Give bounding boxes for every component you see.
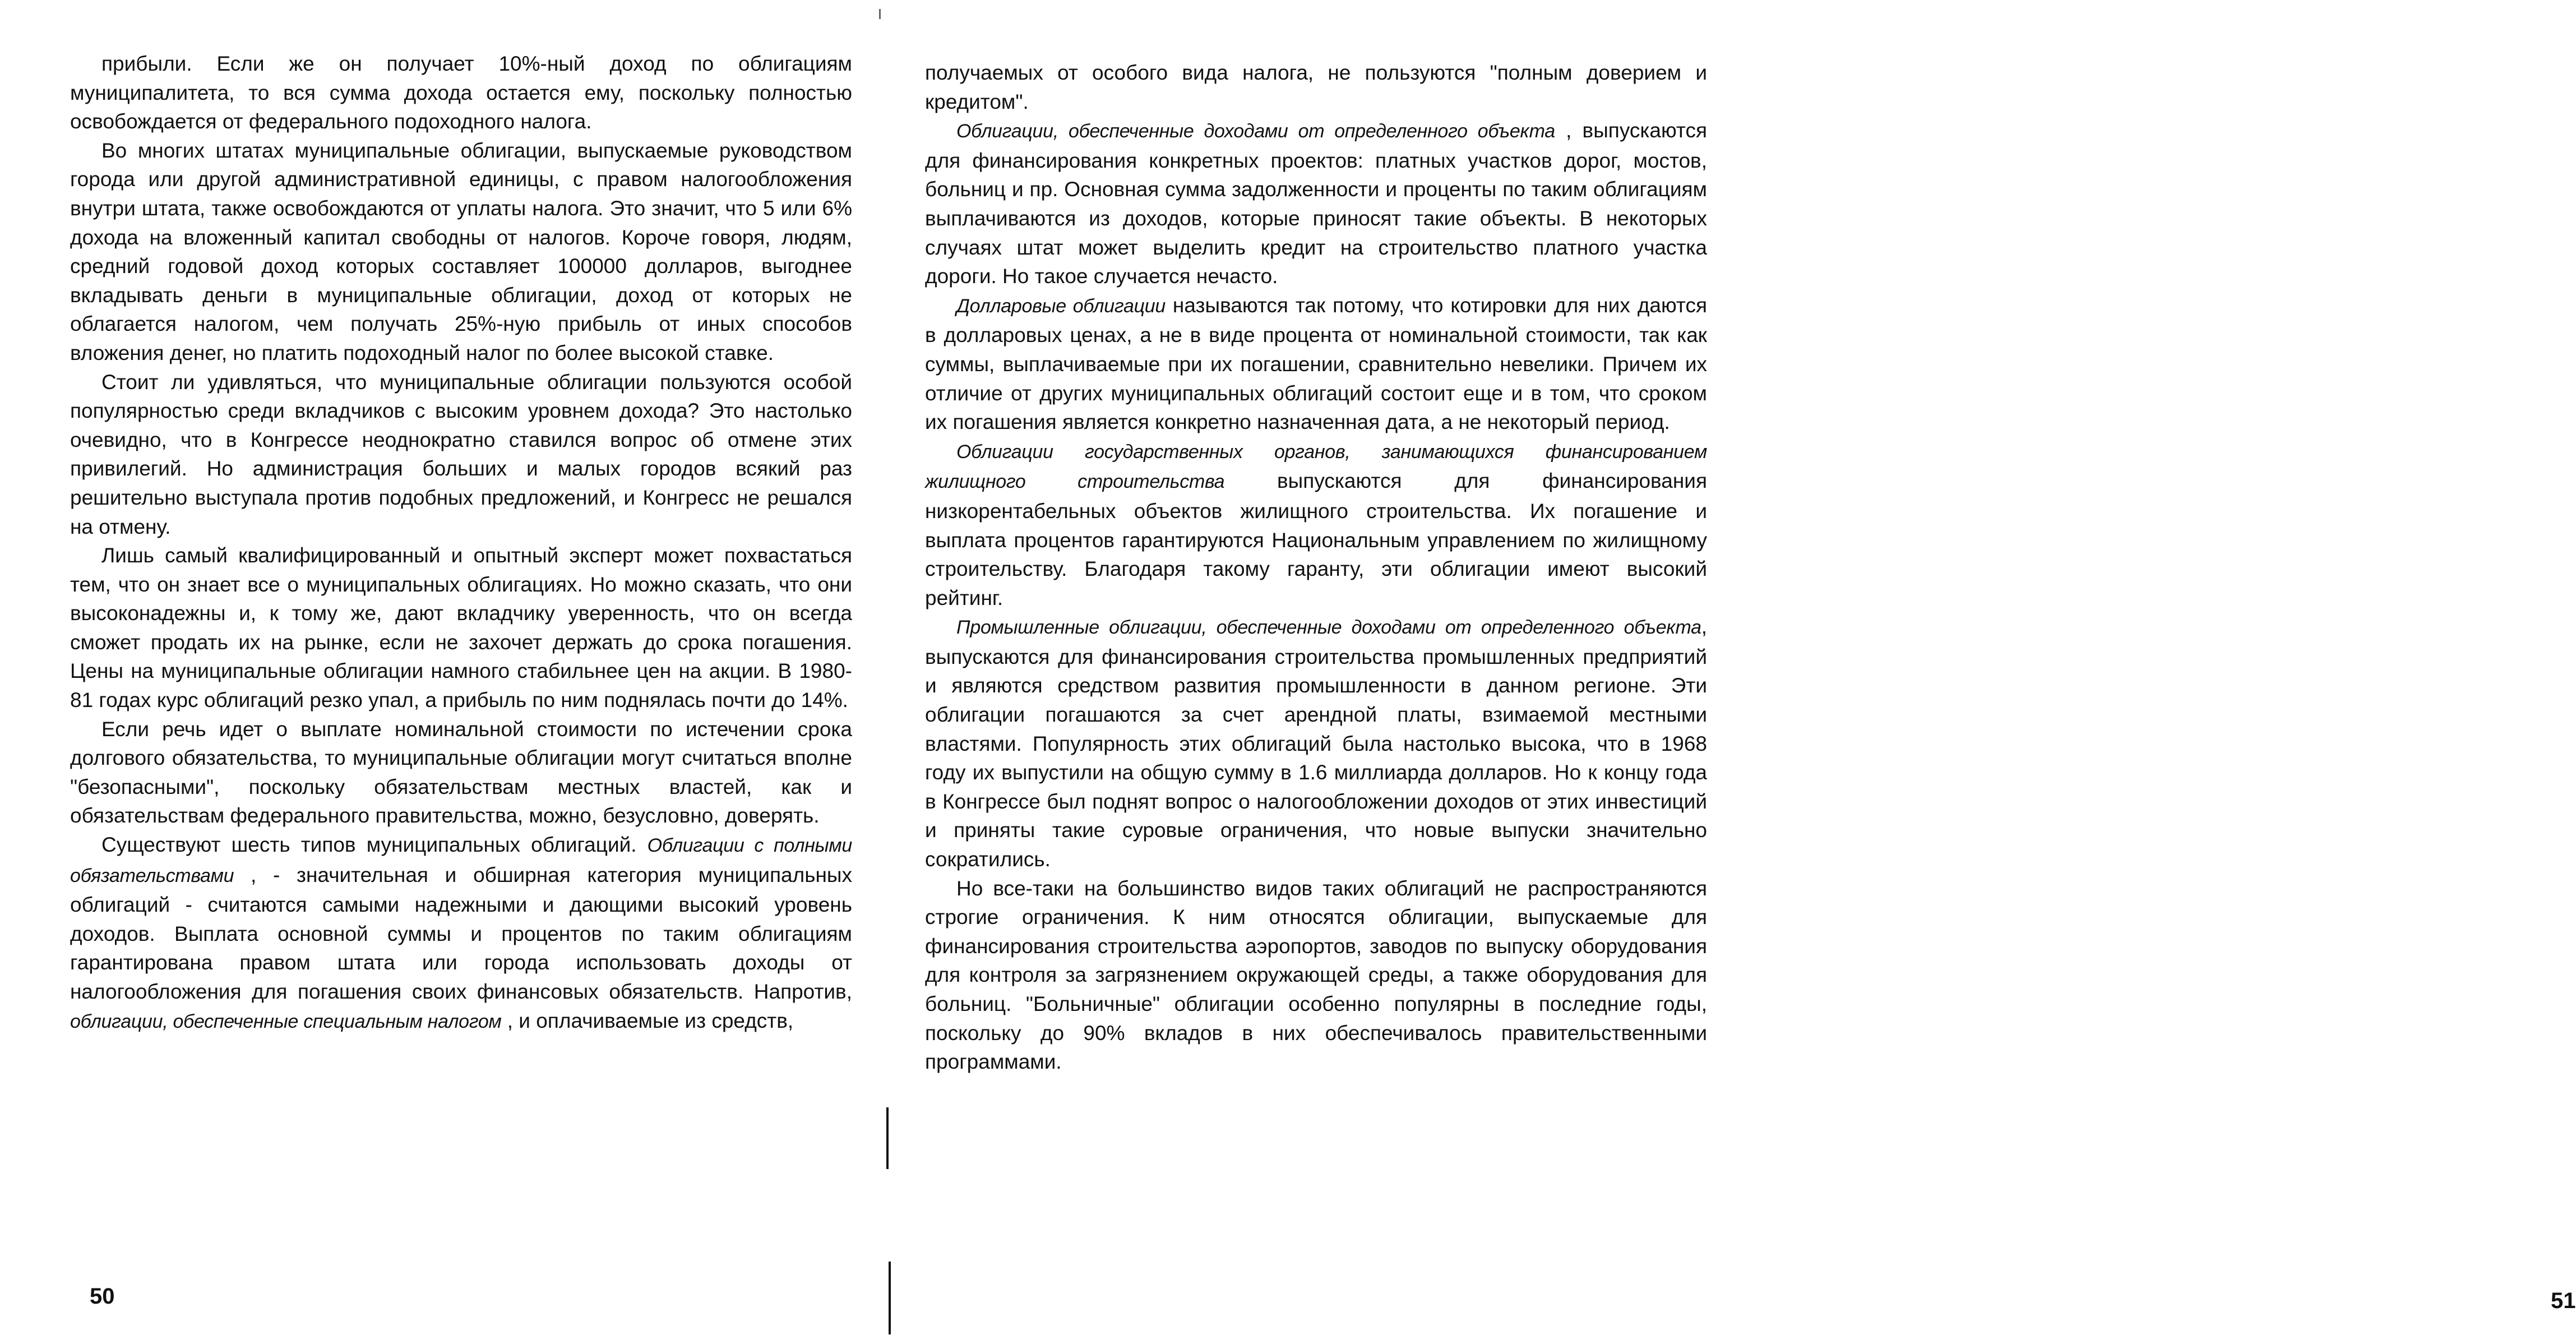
paragraph-text: , выпускаются для финансирования строительства промышленных предприятий и являются средством развития промышленности в данном регионе. Эти облигации погашаются за счет арендной платы, взимаемой местными властями. Популярность этих облигаций была настолько высока, что в 1968 году их выпустили на общую сумму в 1.6 миллиарда долларов. Но к концу года в Конгрессе был поднят вопрос о налогообложении доходов от этих инвестиций и приняты такие суровые ограничения, что новые выпуски значительно сократились.	[925, 615, 1707, 871]
italic-term: Облигации с полными обязательствами	[70, 835, 852, 886]
paragraph-text: Существуют шесть типов муниципальных облигаций.	[101, 833, 648, 857]
right-page	[883, 0, 2576, 1335]
left-page	[0, 0, 883, 1335]
italic-term: облигации, обеспеченные специальным налогом	[70, 1010, 502, 1032]
paragraph-text: Но все-таки на большинство видов таких облигаций не распространяются строгие ограничения. К ним относятся облигации, выпускаемые для финансирования строительства аэропортов, заводов по выпуску оборудования для контроля за загрязнением окружающей среды, а также оборудования для больниц. "Больничные" облигации особенно популярны в последние годы, поскольку до 90% вкладов в них обеспечивалось правительственными программами.	[925, 876, 1707, 1074]
italic-term: Промышленные облигации, обеспеченные доходами от определенного объекта	[956, 617, 1701, 639]
paragraph-text: Если речь идет о выплате номинальной стоимости по истечении срока долгового обязательства, то муниципальные облигации могут считаться вполне "безопасными", поскольку обязательствам местных властей, как и обязательствам федерального правительства, можно, безусловно, доверять.	[70, 717, 852, 828]
paragraph-text: получаемых от особого вида налога, не пользуются "полным доверием и кредитом".	[925, 61, 1707, 113]
paragraph	[925, 116, 1707, 291]
right-page-text	[925, 58, 1707, 1077]
paragraph	[925, 612, 1707, 874]
left-page-text	[70, 49, 852, 1036]
italic-term: Облигации государственных органов, занимающихся финансированием жилищного строительства	[925, 441, 1707, 493]
paragraph-text: выпускаются для финансирования низкорентабельных объектов жилищного строительства. Их погашение и выплата процентов гарантируются Национальным управлением по жилищному строительству. Благодаря такому гаранту, эти облигации имеют высокий рейтинг.	[925, 469, 1707, 609]
paragraph-text: , и оплачиваемые из средств,	[501, 1009, 794, 1032]
left-page-number: 50	[90, 1284, 115, 1309]
italic-term: Облигации, обеспеченные доходами от определенного объекта	[956, 121, 1555, 142]
paragraph	[70, 715, 852, 830]
paragraph-text: Лишь самый квалифицированный и опытный эксперт может похвастаться тем, что он знает все о муниципальных облигациях. Но можно сказать, что они высоконадежны и, к тому же, дают вкладчику уверенность, что он всегда сможет продать их на рынке, если не захочет держать до срока погашения. Цены на муниципальные облигации намного стабильнее цен на акции. В 1980-81 годах курс облигаций резко упал, а прибыль по ним поднялась почти до 14%.	[70, 544, 852, 712]
paragraph	[70, 830, 852, 1036]
paragraph	[70, 541, 852, 715]
gutter-mark-top	[879, 9, 881, 19]
right-page-number: 51	[2551, 1288, 2576, 1313]
paragraph-text: прибыли. Если же он получает 10%-ный доход по облигациям муниципалитета, то вся сумма дохода остается ему, поскольку полностью освобождается от федерального подоходного налога.	[70, 52, 852, 133]
paragraph	[925, 437, 1707, 613]
paragraph-text: Стоит ли удивляться, что муниципальные облигации пользуются особой популярностью среди вкладчиков с высоким уровнем дохода? Это настолько очевидно, что в Конгрессе неоднократно ставился вопрос об отмене этих привилегий. Но администрация больших и малых городов всякий раз решительно выступала против подобных предложений, и Конгресс не решался на отмену.	[70, 370, 852, 538]
paragraph-text: , выпускаются для финансирования конкретных проектов: платных участков дорог, мостов, больниц и пр. Основная сумма задолженности и проценты по таким облигациям выплачиваются из доходов, которые приносят такие объекты. В некоторых случаях штат может выделить кредит на строительство платного участка дороги. Но такое случается нечасто.	[925, 119, 1707, 288]
paragraph	[925, 58, 1707, 116]
italic-term: Долларовые облигации	[956, 295, 1166, 317]
paragraph	[70, 368, 852, 542]
paragraph	[70, 49, 852, 136]
paragraph	[70, 136, 852, 368]
paragraph	[925, 874, 1707, 1077]
paragraph	[925, 291, 1707, 437]
paragraph-text: Во многих штатах муниципальные облигации, выпускаемые руководством города или другой административной единицы, с правом налогообложения внутри штата, также освобождаются от уплаты налога. Это значит, что 5 или 6% дохода на вложенный капитал свободны от налогов. Короче говоря, людям, средний годовой доход которых составляет 100000 долларов, выгоднее вкладывать деньги в муниципальные облигации, доход от которых не облагается налогом, чем получать 25%-ную прибыль от иных способов вложения денег, но платить подоходный налог по более высокой ставке.	[70, 138, 852, 364]
paragraph-text: называются так потому, что котировки для них даются в долларовых ценах, а не в виде процента от номинальной стоимости, так как суммы, выплачиваемые при их погашении, сравнительно невелики. Причем их отличие от других муниципальных облигаций состоит еще и в том, что сроком их погашения является конкретно назначенная дата, а не некоторый период.	[925, 293, 1707, 434]
paragraph-text: , - значительная и обширная категория муниципальных облигаций - считаются самыми надежными и дающими высокий уровень доходов. Выплата основной суммы и процентов по таким облигациям гарантирована правом штата или города использовать доходы от налогообложения для погашения своих финансовых обязательств. Напротив,	[70, 863, 852, 1003]
